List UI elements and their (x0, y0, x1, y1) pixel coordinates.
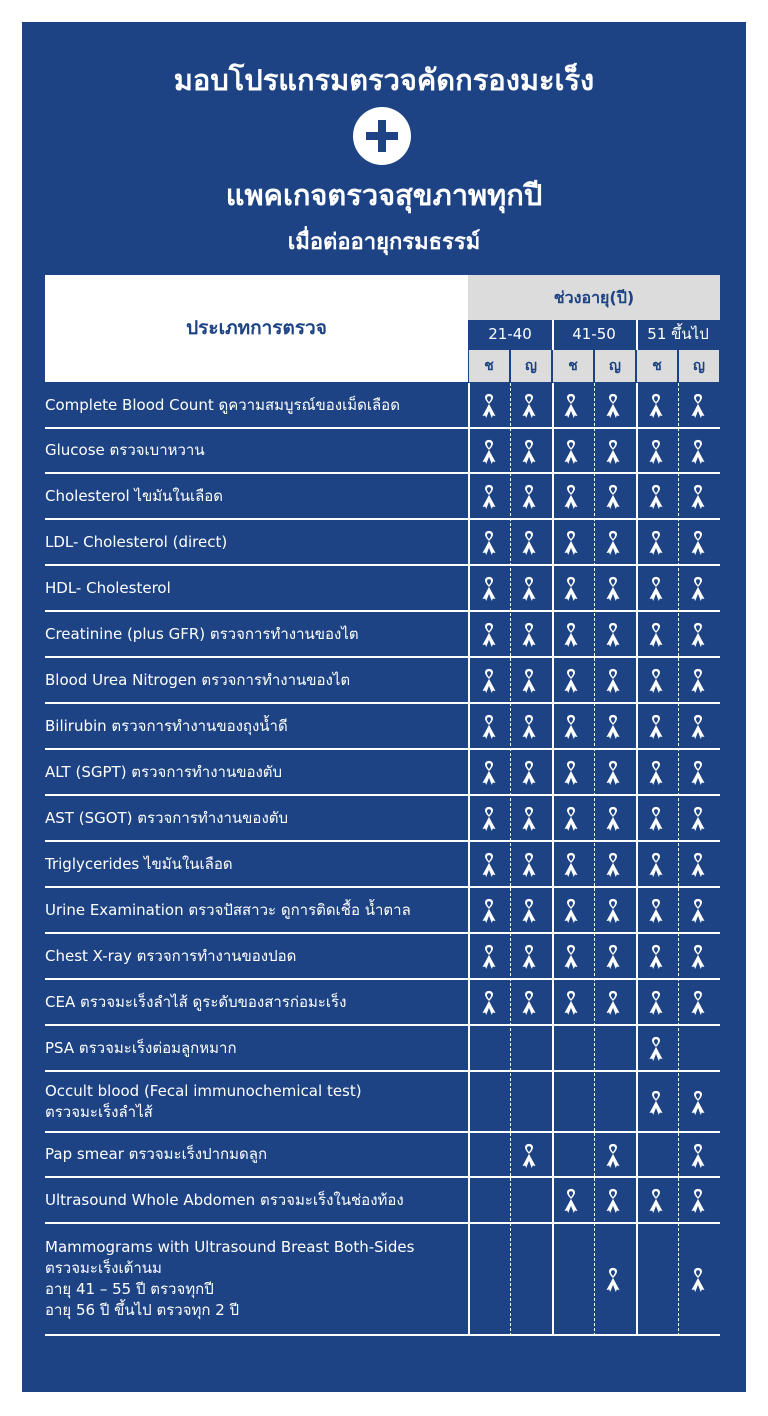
ribbon-icon (689, 484, 707, 510)
ribbon-icon (689, 760, 707, 786)
ribbon-icon (689, 898, 707, 924)
ribbon-icon (520, 668, 538, 694)
ribbon-icon (562, 484, 580, 510)
ribbon-icon (562, 898, 580, 924)
exam-row-label (45, 566, 465, 610)
ribbon-icon (604, 806, 622, 832)
exam-label-line: อายุ 41 – 55 ปี ตรวจทุกปี (45, 1280, 214, 1298)
ribbon-icon (604, 852, 622, 878)
ribbon-icon (647, 484, 665, 510)
ribbon-icon (520, 576, 538, 602)
ribbon-icon (647, 898, 665, 924)
ribbon-icon (647, 760, 665, 786)
ribbon-icon (689, 1267, 707, 1293)
column-divider (468, 383, 470, 1336)
ribbon-icon (604, 576, 622, 602)
ribbon-icon (480, 530, 498, 556)
ribbon-icon (520, 393, 538, 419)
ribbon-icon (604, 668, 622, 694)
exam-label-line: ตรวจมะเร็งเต้านม (45, 1259, 162, 1277)
ribbon-icon (480, 852, 498, 878)
ribbon-icon (604, 714, 622, 740)
header-divider (552, 320, 554, 350)
ribbon-icon (604, 898, 622, 924)
exam-label-line: Blood Urea Nitrogen ตรวจการทำงานของไต (45, 670, 351, 689)
exam-row-label (45, 1026, 465, 1070)
ribbon-icon (689, 530, 707, 556)
ribbon-icon (562, 944, 580, 970)
sex-male-41-50: ช (553, 350, 593, 382)
title-line-3: เมื่อต่ออายุกรมธรรม์ (287, 230, 481, 255)
ribbon-icon (562, 990, 580, 1016)
row-separator (45, 1334, 720, 1336)
exam-row-label (45, 1224, 465, 1334)
ribbon-icon (647, 530, 665, 556)
ribbon-icon (562, 530, 580, 556)
exam-row-label (45, 383, 465, 427)
ribbon-icon (520, 990, 538, 1016)
ribbon-icon (689, 1188, 707, 1214)
ribbon-icon (480, 439, 498, 465)
ribbon-icon (647, 1090, 665, 1116)
ribbon-icon (647, 668, 665, 694)
ribbon-icon (647, 714, 665, 740)
exam-label-line: Triglycerides ไขมันในเลือด (45, 854, 233, 873)
exam-label-line: Glucose ตรวจเบาหวาน (45, 441, 205, 459)
ribbon-icon (647, 990, 665, 1016)
ribbon-icon (604, 944, 622, 970)
ribbon-icon (520, 898, 538, 924)
exam-label-line: Mammograms with Ultrasound Breast Both-Sides (45, 1238, 415, 1256)
ribbon-icon (480, 898, 498, 924)
sex-female-51-plus: ญ (679, 350, 719, 382)
exam-label-line: PSA ตรวจมะเร็งต่อมลูกหมาก (45, 1038, 237, 1057)
ribbon-icon (647, 576, 665, 602)
ribbon-icon (647, 439, 665, 465)
exam-label-line: Occult blood (Fecal immunochemical test) (45, 1081, 362, 1100)
exam-label-line: Ultrasound Whole Abdomen ตรวจมะเร็งในช่องท้อง (45, 1190, 404, 1209)
ribbon-icon (520, 1143, 538, 1169)
exam-label-line: Complete Blood Count ดูความสมบูรณ์ของเม็ดเลือด (45, 395, 400, 414)
exam-row-label (45, 1133, 465, 1176)
ribbon-icon (647, 393, 665, 419)
exam-row-label (45, 842, 465, 886)
ribbon-icon (520, 714, 538, 740)
ribbon-icon (520, 439, 538, 465)
exam-label-line: Creatinine (plus GFR) ตรวจการทำงานของไต (45, 624, 359, 643)
exam-row-label (45, 474, 465, 518)
ribbon-icon (689, 622, 707, 648)
ribbon-icon (480, 393, 498, 419)
exam-label-line: ALT (SGPT) ตรวจการทำงานของตับ (45, 762, 283, 781)
ribbon-icon (562, 1188, 580, 1214)
sex-male-21-40: ช (469, 350, 509, 382)
ribbon-icon (689, 576, 707, 602)
ribbon-icon (689, 990, 707, 1016)
ribbon-icon (562, 806, 580, 832)
exam-label-line: LDL- Cholesterol (direct) (45, 532, 228, 551)
ribbon-icon (604, 1143, 622, 1169)
exam-label-line: อายุ 56 ปี ขึ้นไป ตรวจทุก 2 ปี (45, 1301, 240, 1319)
ribbon-icon (562, 668, 580, 694)
sex-female-21-40: ญ (511, 350, 551, 382)
exam-row-label (45, 429, 465, 472)
ribbon-icon (520, 484, 538, 510)
ribbon-icon (647, 944, 665, 970)
ribbon-icon (480, 944, 498, 970)
exam-label-line: ตรวจมะเร็งลำไส้ (45, 1102, 153, 1121)
age-group-51-plus: 51 ขึ้นไป (647, 325, 709, 343)
sex-male-51-plus: ช (637, 350, 677, 382)
ribbon-icon (604, 760, 622, 786)
exam-row-label (45, 1178, 465, 1222)
ribbon-icon (480, 622, 498, 648)
ribbon-icon (480, 484, 498, 510)
column-divider (678, 383, 679, 1336)
exam-row-label (45, 796, 465, 840)
ribbon-icon (480, 668, 498, 694)
ribbon-icon (689, 439, 707, 465)
ribbon-icon (520, 760, 538, 786)
exam-label-line: Pap smear ตรวจมะเร็งปากมดลูก (45, 1145, 268, 1163)
ribbon-icon (689, 1090, 707, 1116)
exam-label-line: HDL- Cholesterol (45, 578, 171, 597)
ribbon-icon (647, 622, 665, 648)
ribbon-icon (520, 806, 538, 832)
ribbon-icon (520, 852, 538, 878)
ribbon-icon (480, 806, 498, 832)
ribbon-icon (689, 1143, 707, 1169)
ribbon-icon (647, 1036, 665, 1062)
plus-icon (353, 107, 411, 165)
title-line-1: มอบโปรแกรมตรวจคัดกรองมะเร็ง (173, 63, 595, 97)
age-group-21-40: 21-40 (488, 325, 532, 343)
age-range-header: ช่วงอายุ(ปี) (468, 275, 720, 320)
age-group-41-50: 41-50 (572, 325, 616, 343)
ribbon-icon (480, 990, 498, 1016)
column-divider (552, 383, 554, 1336)
sex-female-41-50: ญ (595, 350, 635, 382)
column-divider (510, 383, 511, 1336)
exam-row-label (45, 704, 465, 748)
exam-row-label (45, 612, 465, 656)
exam-label-line: Cholesterol ไขมันในเลือด (45, 486, 224, 505)
header-divider (636, 320, 638, 350)
exam-label-line: Bilirubin ตรวจการทำงานของถุงน้ำดี (45, 716, 288, 735)
exam-row-label (45, 658, 465, 702)
ribbon-icon (604, 530, 622, 556)
ribbon-icon (647, 806, 665, 832)
ribbon-icon (604, 1267, 622, 1293)
ribbon-icon (689, 393, 707, 419)
exam-row-label (45, 980, 465, 1024)
ribbon-icon (647, 852, 665, 878)
exam-type-header-label: ประเภทการตรวจ (186, 317, 327, 339)
ribbon-icon (520, 944, 538, 970)
exam-row-label (45, 934, 465, 978)
ribbon-icon (689, 944, 707, 970)
title-line-2: แพคเกจตรวจสุขภาพทุกปี (225, 178, 543, 212)
ribbon-icon (689, 668, 707, 694)
ribbon-icon (604, 622, 622, 648)
exam-row-label (45, 750, 465, 794)
exam-label-line: AST (SGOT) ตรวจการทำงานของตับ (45, 808, 289, 827)
exam-type-header (45, 275, 468, 382)
exam-row-label (45, 520, 465, 564)
ribbon-icon (604, 393, 622, 419)
ribbon-icon (562, 760, 580, 786)
column-divider (636, 383, 638, 1336)
exam-row-label (45, 888, 465, 932)
exam-label-line: Chest X-ray ตรวจการทำงานของปอด (45, 946, 297, 965)
ribbon-icon (520, 622, 538, 648)
ribbon-icon (604, 1188, 622, 1214)
ribbon-icon (562, 439, 580, 465)
column-divider (594, 383, 595, 1336)
ribbon-icon (604, 990, 622, 1016)
ribbon-icon (480, 576, 498, 602)
exam-row-label (45, 1072, 465, 1131)
ribbon-icon (647, 1188, 665, 1214)
ribbon-icon (689, 714, 707, 740)
ribbon-icon (689, 806, 707, 832)
ribbon-icon (562, 714, 580, 740)
ribbon-icon (562, 576, 580, 602)
ribbon-icon (562, 622, 580, 648)
exam-label-line: Urine Examination ตรวจปัสสาวะ ดูการติดเชื้อ น้ำตาล (45, 900, 411, 919)
ribbon-icon (604, 439, 622, 465)
ribbon-icon (520, 530, 538, 556)
ribbon-icon (480, 760, 498, 786)
ribbon-icon (562, 852, 580, 878)
exam-label-line: CEA ตรวจมะเร็งลำไส้ ดูระดับของสารก่อมะเร็ง (45, 992, 347, 1011)
ribbon-icon (689, 852, 707, 878)
ribbon-icon (562, 393, 580, 419)
ribbon-icon (604, 484, 622, 510)
ribbon-icon (480, 714, 498, 740)
